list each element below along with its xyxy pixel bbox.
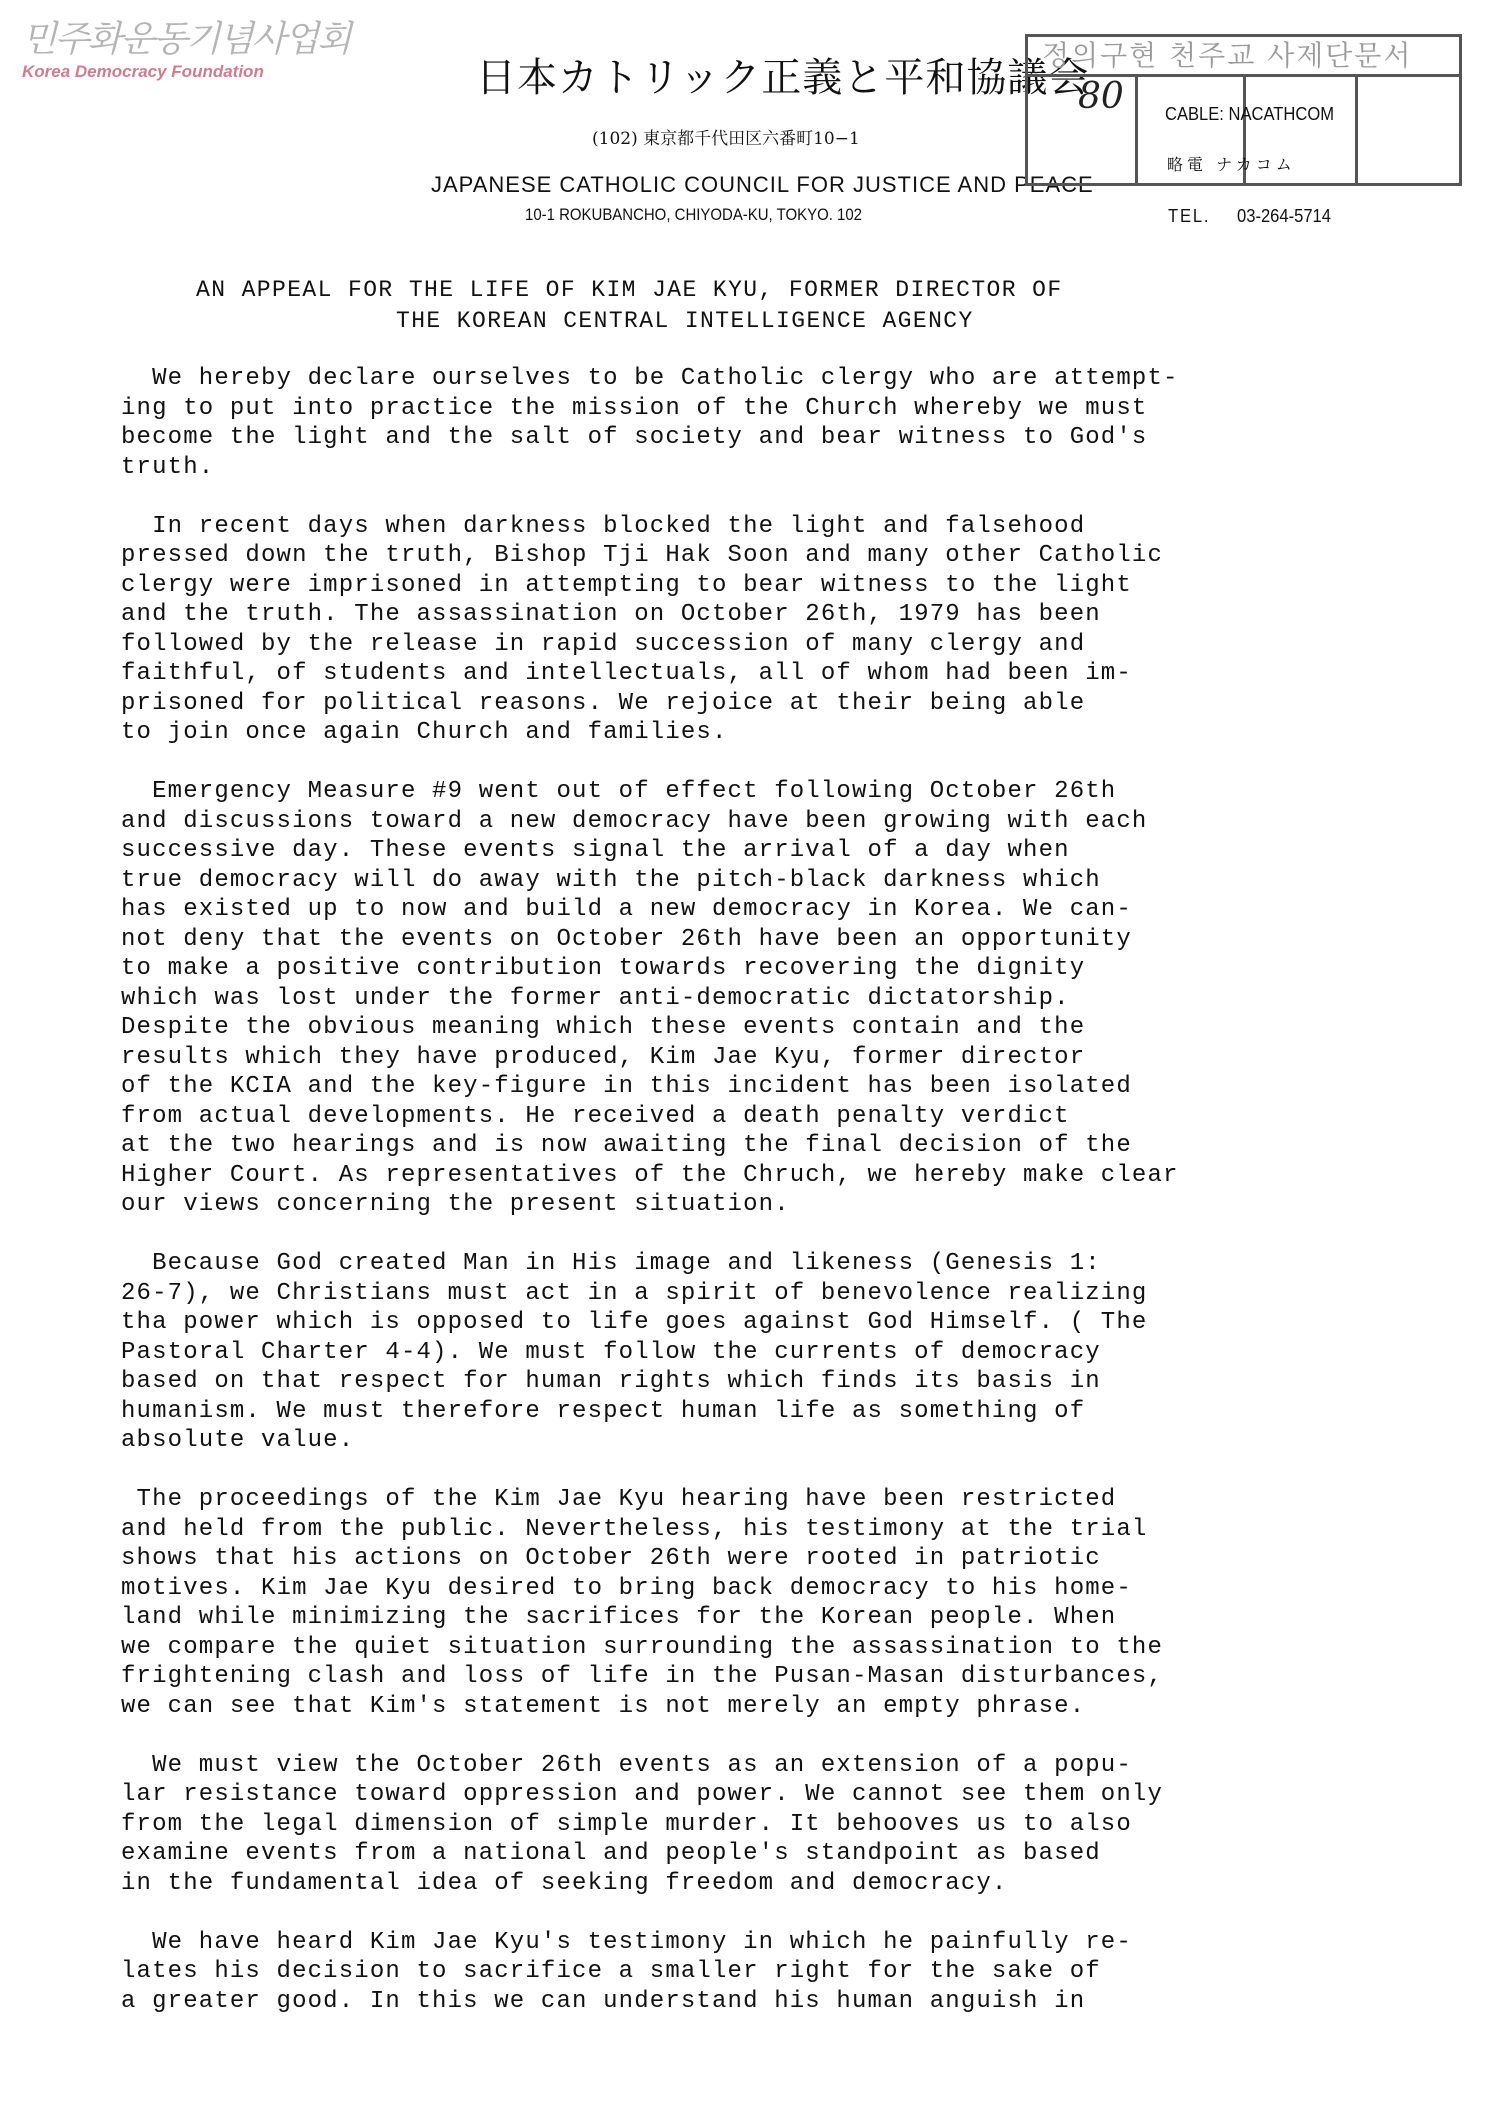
text-line: faithful, of students and intellectuals, all of whom had been im- <box>121 660 1132 687</box>
title-line-2: THE KOREAN CENTRAL INTELLIGENCE AGENCY <box>396 308 974 334</box>
text-line: 26-7), we Christians must act in a spirit of benevolence realizing <box>121 1279 1148 1307</box>
text-line: based on that respect for human rights which finds its basis in <box>121 1368 1101 1395</box>
text-line: true democracy will do away with the pitch-black darkness which <box>121 866 1101 894</box>
text-line: Pastoral Charter 4-4). We must follow the currents of democracy <box>121 1338 1101 1366</box>
paragraph <box>121 777 1361 1220</box>
text-line: and discussions toward a new democracy have been growing with each <box>121 807 1148 835</box>
paragraph <box>121 1928 1361 2017</box>
text-line: The proceedings of the Kim Jae Kyu hearing have been restricted <box>121 1486 1117 1513</box>
tel-label: TEL. <box>1168 206 1211 226</box>
text-line: Because God created Man in His image and likeness (Genesis 1: <box>121 1250 1101 1277</box>
text-line: We hereby declare ourselves to be Catholic clergy who are attempt- <box>121 365 1179 392</box>
watermark-english-text: Korea Democracy Foundation <box>22 62 264 81</box>
stamp-handwritten-number: 80 <box>1078 76 1124 117</box>
letterhead-japanese-address: (102) 東京都千代田区六番町10−1 <box>592 129 860 149</box>
text-line: frightening clash and loss of life in the Pusan-Masan disturbances, <box>121 1663 1164 1690</box>
text-line: prisoned for political reasons. We rejoice at their being able <box>121 689 1086 717</box>
paragraph <box>121 1751 1361 1899</box>
text-line: has existed up to now and build a new democracy in Korea. We can- <box>121 896 1132 923</box>
text-line: and held from the public. Nevertheless, his testimony at the trial <box>121 1515 1148 1543</box>
stamp-cell <box>1358 77 1459 183</box>
text-line: not deny that the events on October 26th have been an opportunity <box>121 925 1132 953</box>
text-line: become the light and the salt of society and bear witness to God's <box>121 424 1148 451</box>
text-line: successive day. These events signal the arrival of a day when <box>121 837 1070 864</box>
text-line: Emergency Measure #9 went out of effect following October 26th <box>121 778 1117 805</box>
watermark-korean-text: 민주화운동기념사업회 <box>22 19 350 60</box>
text-line: ing to put into practice the mission of the Church whereby we must <box>121 394 1148 422</box>
text-line: and the truth. The assassination on October 26th, 1979 has been <box>121 601 1101 628</box>
text-line: Higher Court. As representatives of the Chruch, we hereby make clear <box>121 1161 1179 1189</box>
text-line: we can see that Kim's statement is not merely an empty phrase. <box>121 1692 1086 1720</box>
telephone <box>1168 206 1331 227</box>
cable-japanese: 略電 ナカコム <box>1167 155 1296 174</box>
text-line: In recent days when darkness blocked the light and falsehood <box>121 512 1086 540</box>
text-line: of the KCIA and the key-figure in this incident has been isolated <box>121 1073 1132 1100</box>
text-line: lates his decision to sacrifice a smaller right for the sake of <box>121 1958 1101 1985</box>
paragraph <box>121 1249 1361 1456</box>
watermark <box>22 20 350 82</box>
text-line: We have heard Kim Jae Kyu's testimony in which he painfully re- <box>121 1928 1132 1956</box>
text-line: to make a positive contribution towards recovering the dignity <box>121 955 1086 982</box>
paragraph <box>121 364 1361 482</box>
text-line: followed by the release in rapid succession of many clergy and <box>121 630 1086 658</box>
document-title <box>196 275 1246 337</box>
text-line: which was lost under the former anti-democratic dictatorship. <box>121 984 1070 1012</box>
text-line: motives. Kim Jae Kyu desired to bring back democracy to his home- <box>121 1574 1132 1602</box>
cable-label: CABLE: <box>1165 104 1224 124</box>
text-line: tha power which is opposed to life goes against God Himself. ( The <box>121 1309 1148 1336</box>
title-line-1: AN APPEAL FOR THE LIFE OF KIM JAE KYU, FORMER DIRECTOR OF <box>196 277 1063 303</box>
text-line: examine events from a national and people's standpoint as based <box>121 1840 1101 1867</box>
stamp-header: 정의구현 천주교 사제단문서 <box>1028 37 1459 77</box>
text-line: lar resistance toward oppression and power. We cannot see them only <box>121 1781 1164 1808</box>
letterhead-japanese-name: 日本カトリック正義と平和協議会 <box>476 55 1090 101</box>
text-line: pressed down the truth, Bishop Tji Hak Soon and many other Catholic <box>121 542 1164 569</box>
document-body <box>121 364 1361 2016</box>
text-line: land while minimizing the sacrifices for the Korean people. When <box>121 1604 1117 1631</box>
letterhead-english-address: 10-1 ROKUBANCHO, CHIYODA-KU, TOKYO. 102 <box>525 205 862 224</box>
cable-address <box>1165 104 1334 125</box>
text-line: to join once again Church and families. <box>121 719 728 746</box>
text-line: in the fundamental idea of seeking freedom and democracy. <box>121 1869 1008 1897</box>
paragraph <box>121 1485 1361 1721</box>
text-line: we compare the quiet situation surrounding the assassination to the <box>121 1633 1164 1661</box>
cable-value: NACATHCOM <box>1228 104 1335 124</box>
text-line: shows that his actions on October 26th were rooted in patriotic <box>121 1545 1101 1572</box>
text-line: our views concerning the present situation. <box>121 1191 790 1218</box>
tel-value: 03-264-5714 <box>1237 206 1331 226</box>
text-line: from the legal dimension of simple murder. It behooves us to also <box>121 1810 1132 1838</box>
text-line: a greater good. In this we can understand his human anguish in <box>121 1987 1086 2015</box>
letterhead-english-name: JAPANESE CATHOLIC COUNCIL FOR JUSTICE AND PEACE <box>431 172 1094 197</box>
text-line: We must view the October 26th events as an extension of a popu- <box>121 1751 1132 1779</box>
text-line: clergy were imprisoned in attempting to bear witness to the light <box>121 571 1132 599</box>
text-line: at the two hearings and is now awaiting the final decision of the <box>121 1132 1132 1159</box>
text-line: truth. <box>121 453 215 481</box>
text-line: from actual developments. He received a death penalty verdict <box>121 1102 1070 1130</box>
text-line: Despite the obvious meaning which these events contain and the <box>121 1014 1086 1041</box>
text-line: results which they have produced, Kim Jae Kyu, former director <box>121 1043 1086 1071</box>
text-line: humanism. We must therefore respect human life as something of <box>121 1397 1086 1425</box>
text-line: absolute value. <box>121 1427 355 1454</box>
paragraph <box>121 512 1361 748</box>
